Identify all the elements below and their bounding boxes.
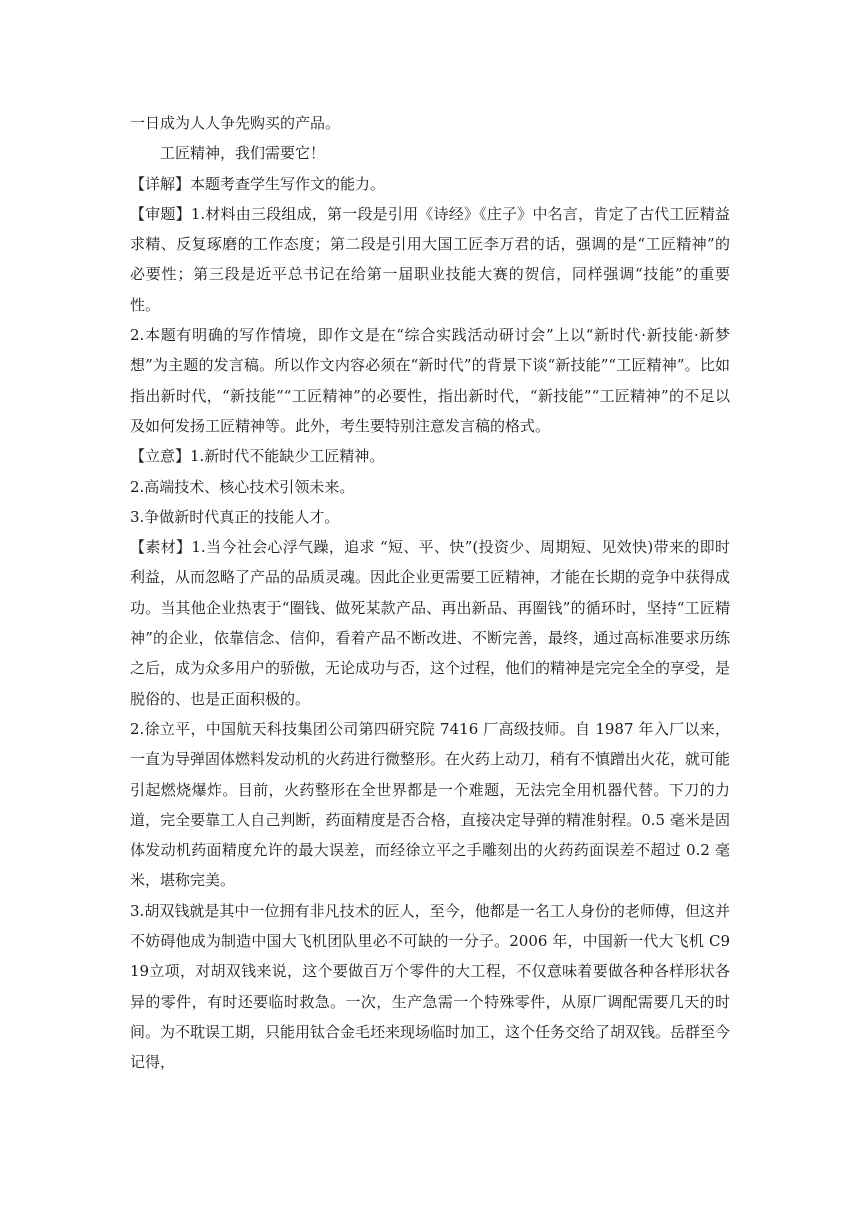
paragraph-analysis-2: 2.本题有明确的写作情境，即作文是在“综合实践活动研讨会”上以“新时代·新技能·新梦想”为主题的发言稿。所以作文内容必须在“新时代”的背景下谈“新技能”“工匠精神”。比如指出新时代，“新技能”“工匠精神”的必要性，指出新时代，“新技能”“工匠精神”的不足以及如何发扬工匠精神等。此外，考生要特别注意发言稿的格式。 xyxy=(130,326,730,435)
paragraph-closing: 工匠精神，我们需要它！ xyxy=(160,144,326,163)
paragraph-material-2: 2.徐立平，中国航天科技集团公司第四研究院 7416 厂高级技师。自 1987 年入厂以来，一直为导弹固体燃料发动机的火药进行微整形。在火药上动刀，稍有不慎蹭出火花，就可能引起燃烧爆炸。目前，火药整形在全世界都是一个难题，无法完全用机器代替。下刀的力道，完全要靠工人自己判断，药面精度是否合格，直接决定导弹的精准射程。0.5 毫米是固体发动机药面精度允许的最大误差，而经徐立平之手雕刻出的火药药面误差不超过 0.2 毫米，堪称完美。 xyxy=(130,719,731,890)
document-page xyxy=(130,108,730,1078)
paragraph-continued-ending: 一日成为人人争先购买的产品。 xyxy=(130,114,341,132)
paragraph-material-1: 【素材】1.当今社会心浮气躁，追求 “短、平、快”(投资少、周期短、见效快)带来的即时利益，从而忽略了产品的品质灵魂。因此企业更需要工匠精神，才能在长期的竞争中获得成功。当其他企业热衷于“圈钱、做死某款产品、再出新品、再圈钱”的循环时，坚持“工匠精神”的企业，依靠信念、信仰，看着产品不断改进、不断完善，最终，通过高标准要求历练之后，成为众多用户的骄傲，无论成功与否，这个过程，他们的精神是完完全全的享受，是脱俗的、也是正面积极的。 xyxy=(130,538,731,708)
paragraph-idea-3: 3.争做新时代真正的技能人才。 xyxy=(130,507,340,526)
paragraph-material-3: 3.胡双钱就是其中一位拥有非凡技术的匠人，至今，他都是一名工人身份的老师傅，但这并不妨碍他成为制造中国大飞机团队里必不可缺的一分子。2006 年，中国新一代大飞机 C919立项，对胡双钱来说，这个要做百万个零件的大工程，不仅意味着要做各种各样形状各异的零件，有时还要临时救急。一次，生产急需一个特殊零件，从原厂调配需要几天的时间。为不耽误工期，只能用钛合金毛坯来现场临时加工，这个任务交给了胡双钱。岳群至今记得， xyxy=(130,901,731,1072)
paragraph-idea-1: 【立意】1.新时代不能缺少工匠精神。 xyxy=(130,447,385,466)
paragraph-detail: 【详解】本题考查学生写作文的能力。 xyxy=(130,174,386,193)
paragraph-analysis-1: 【审题】1.材料由三段组成，第一段是引用《诗经》《庄子》中名言，肯定了古代工匠精益求精、反复琢磨的工作态度；第二段是引用大国工匠李万君的话，强调的是“工匠精神”的必要性；第三段是近平总书记在给第一届职业技能大赛的贺信，同样强调“技能”的重要性。 xyxy=(130,204,730,314)
paragraph-idea-2: 2.高端技术、核心技术引领未来。 xyxy=(130,477,355,496)
